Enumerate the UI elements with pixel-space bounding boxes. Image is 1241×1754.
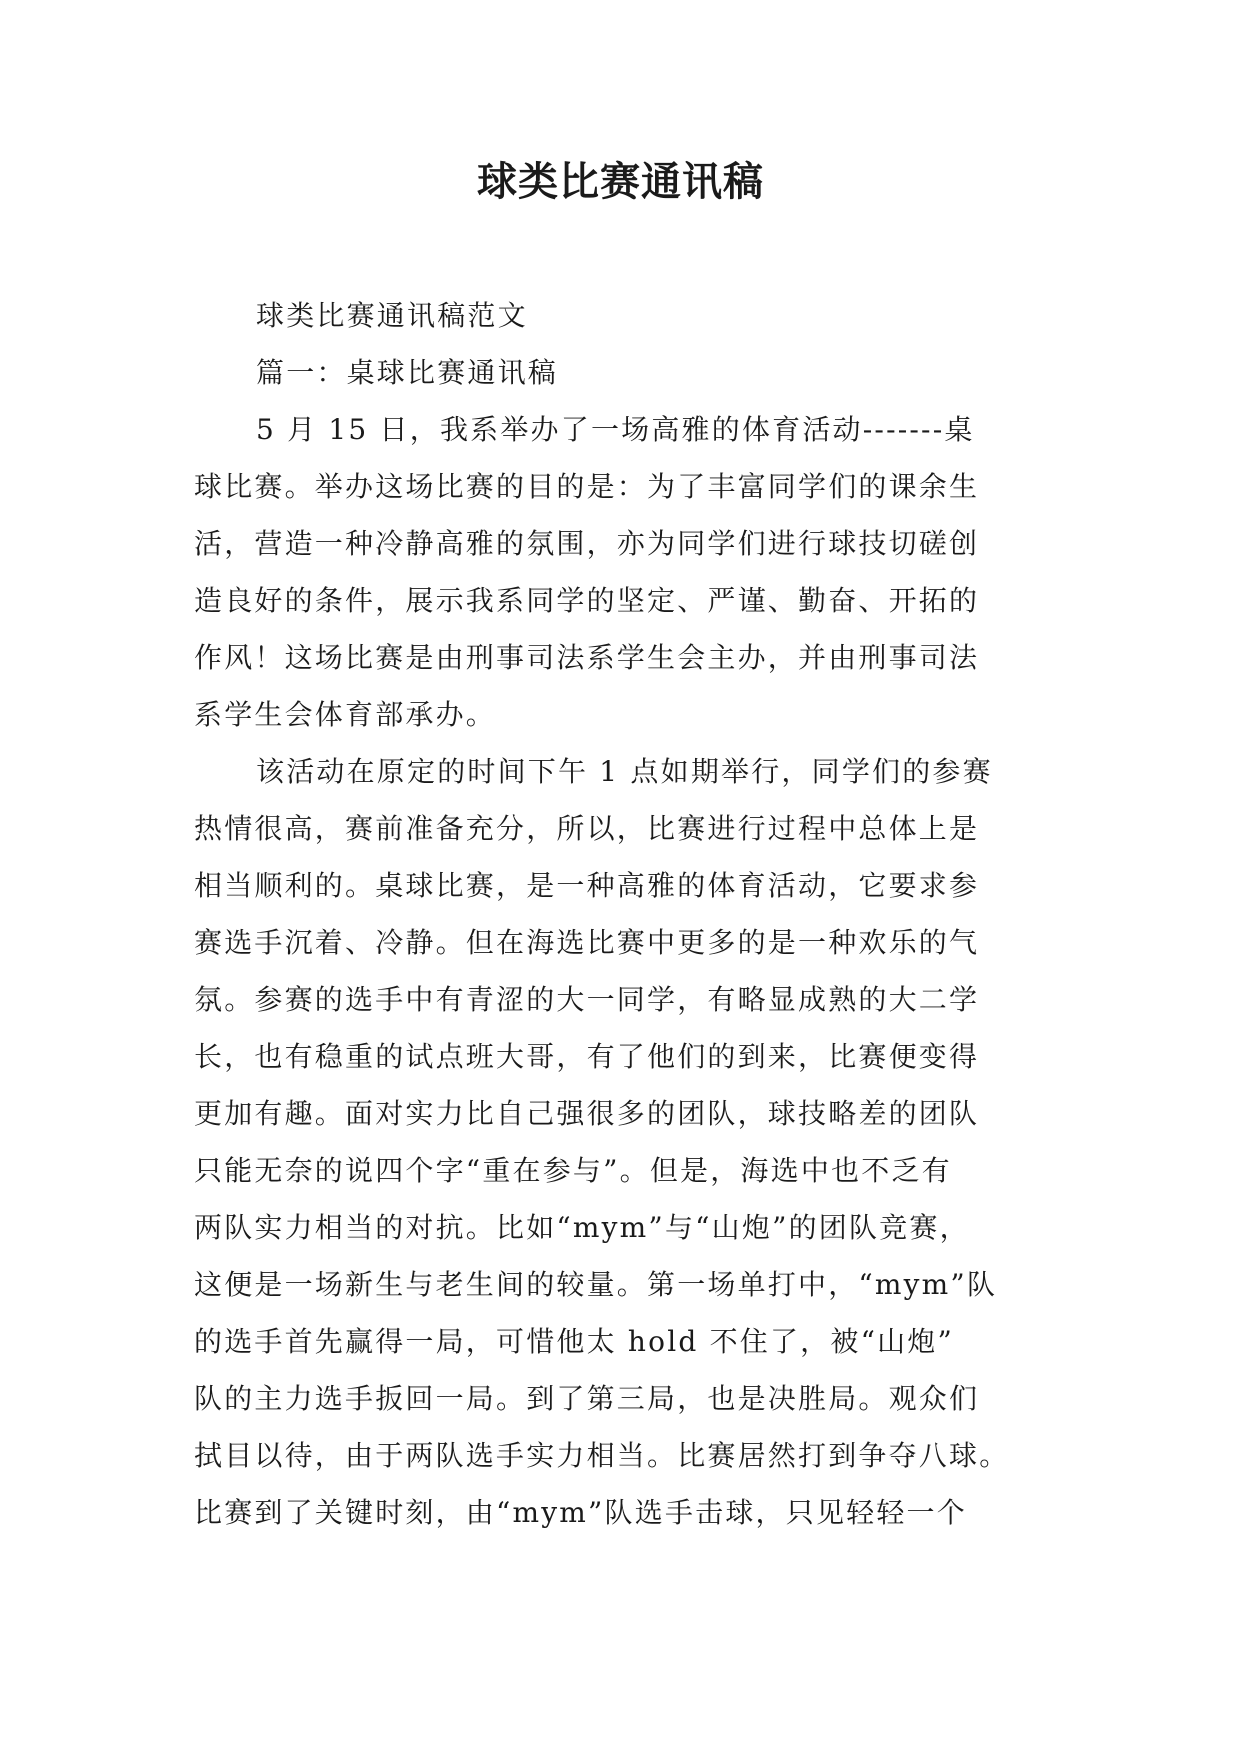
body-line: 5 月 15 日，我系举办了一场高雅的体育活动-------桌 (256, 413, 975, 446)
body-line: 这便是一场新生与老生间的较量。第一场单打中，“mym”队 (194, 1268, 998, 1301)
body-line: 长，也有稳重的试点班大哥，有了他们的到来，比赛便变得 (194, 1040, 980, 1073)
body-line: 热情很高，赛前准备充分，所以，比赛进行过程中总体上是 (194, 812, 980, 845)
body-line: 篇一：桌球比赛通讯稿 (256, 356, 559, 389)
body-line: 两队实力相当的对抗。比如“mym”与“山炮”的团队竞赛， (194, 1211, 970, 1244)
body-line: 造良好的条件，展示我系同学的坚定、严谨、勤奋、开拓的 (194, 584, 980, 617)
body-line: 赛选手沉着、冷静。但在海选比赛中更多的是一种欢乐的气 (194, 926, 980, 959)
body-line: 的选手首先赢得一局，可惜他太 hold 不住了，被“山炮” (194, 1325, 955, 1358)
body-line: 更加有趣。面对实力比自己强很多的团队，球技略差的团队 (194, 1097, 980, 1130)
body-line: 球比赛。举办这场比赛的目的是：为了丰富同学们的课余生 (194, 470, 980, 503)
body-line: 氛。参赛的选手中有青涩的大一同学，有略显成熟的大二学 (194, 983, 980, 1016)
body-line: 比赛到了关键时刻，由“mym”队选手击球，只见轻轻一个 (194, 1496, 967, 1529)
body-line: 该活动在原定的时间下午 1 点如期举行，同学们的参赛 (256, 755, 993, 788)
body-line: 相当顺利的。桌球比赛，是一种高雅的体育活动，它要求参 (194, 869, 980, 902)
body-line: 活，营造一种冷静高雅的氛围，亦为同学们进行球技切磋创 (194, 527, 980, 560)
body-line: 作风！这场比赛是由刑事司法系学生会主办，并由刑事司法 (194, 641, 980, 674)
body-line: 拭目以待，由于两队选手实力相当。比赛居然打到争夺八球。 (194, 1439, 1010, 1472)
body-line: 系学生会体育部承办。 (194, 698, 497, 731)
document-title: 球类比赛通讯稿 (477, 158, 764, 205)
document-body (194, 287, 1054, 1541)
body-line: 只能无奈的说四个字“重在参与”。但是，海选中也不乏有 (194, 1154, 952, 1187)
body-line: 球类比赛通讯稿范文 (256, 299, 528, 332)
body-line: 队的主力选手扳回一局。到了第三局，也是决胜局。观众们 (194, 1382, 980, 1415)
